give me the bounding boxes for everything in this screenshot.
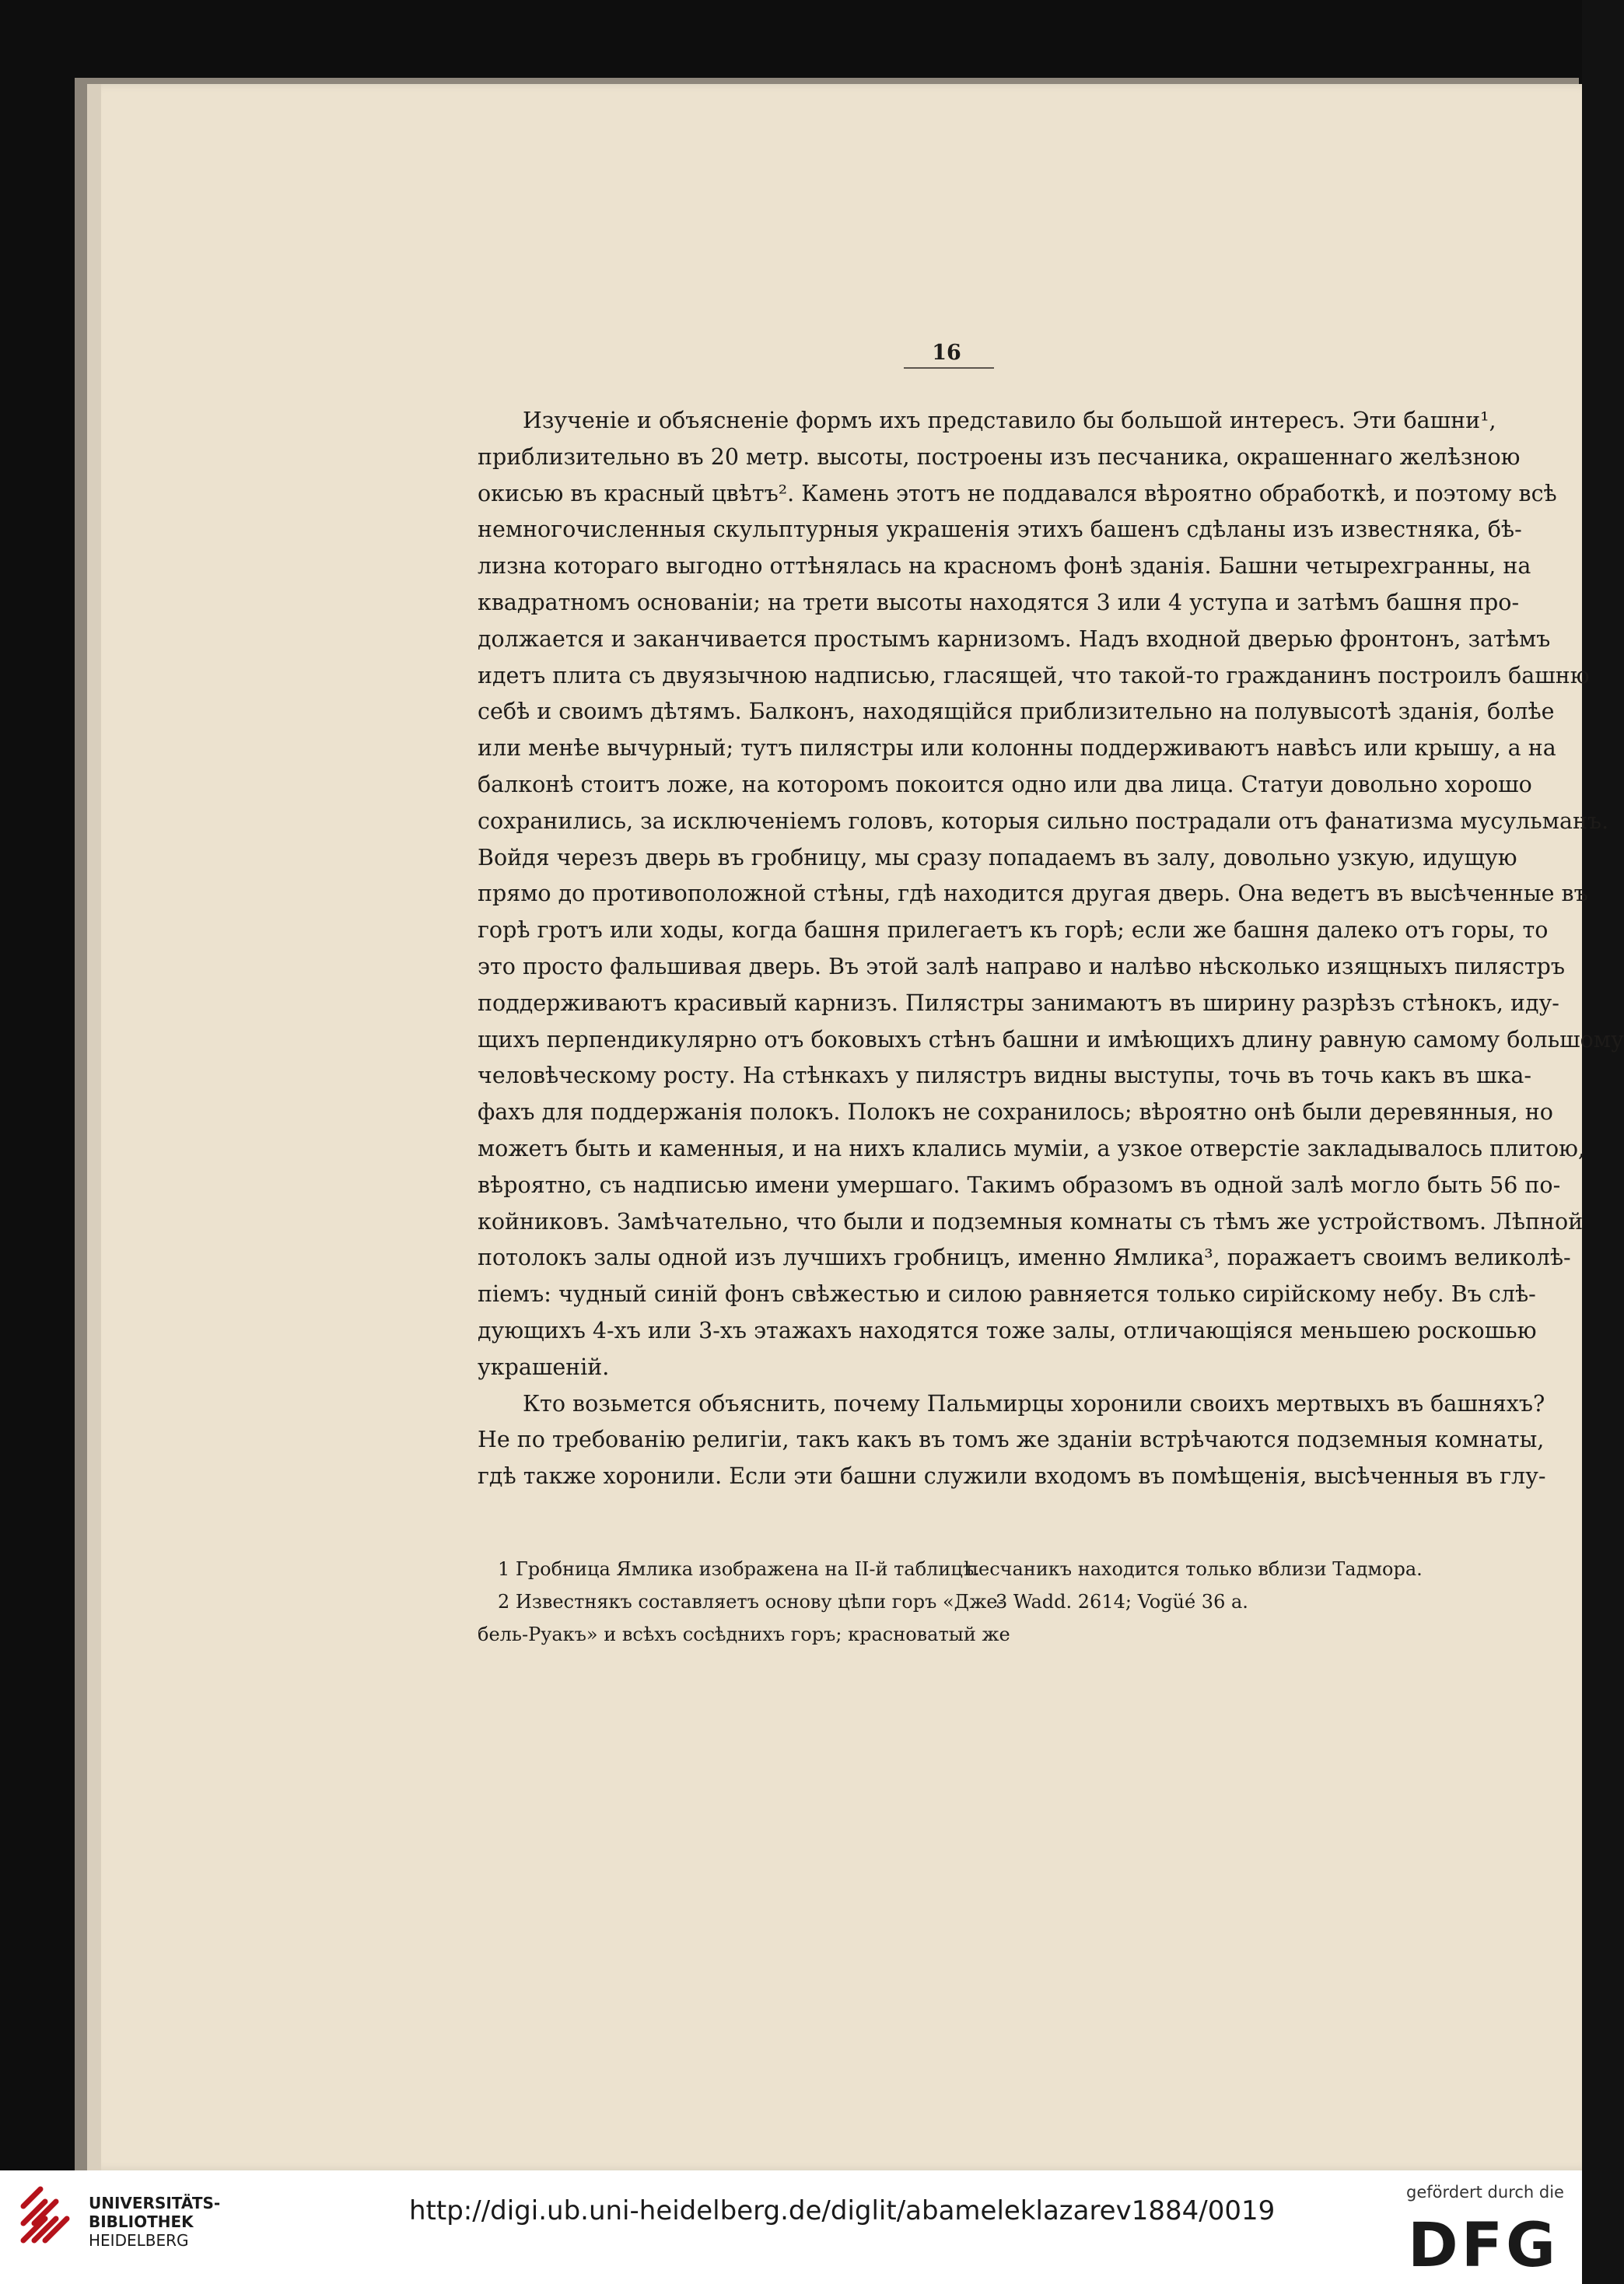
text-line: немногочисленныя скульптурныя украшенія этихъ башенъ сдѣланы изъ известняка, бѣ- [478, 517, 1522, 543]
text-line: сохранились, за исключеніемъ головъ, которыя сильно пострадали отъ фанатизма мусульманъ. [478, 807, 1609, 834]
text-line: можетъ быть и каменныя, и на нихъ клались муміи, а узкое отверстіе закладывалось плитою, [478, 1135, 1585, 1161]
library-name [89, 2194, 220, 2250]
text-line: украшеній. [478, 1354, 610, 1380]
text-line: щихъ перпендикулярно отъ боковыхъ стѣнъ башни и имѣющихъ длину равную самому большому [478, 1026, 1624, 1053]
text-line: лизна котораго выгодно оттѣнялась на красномъ фонѣ зданія. Башни четырехгранны, на [478, 553, 1531, 580]
text-line: Кто возьмется объяснить, почему Пальмирцы хоронили своихъ мертвыхъ въ башняхъ? [523, 1390, 1545, 1417]
digitization-footer [0, 2170, 1582, 2284]
text-line: балконѣ стоитъ ложе, на которомъ покоится одно или два лица. Статуи довольно хорошо [478, 771, 1532, 797]
footnotes-left-column [478, 1553, 1010, 1651]
page-number: 16 [932, 341, 961, 365]
page-number-rule [904, 367, 994, 369]
text-line: дующихъ 4-хъ или 3-хъ этажахъ находятся тоже залы, отличающіяся меньшею роскошью [478, 1317, 1537, 1343]
text-line: Войдя черезъ дверь въ гробницу, мы сразу попадаемъ въ залу, довольно узкую, идущую [478, 844, 1517, 871]
dfg-logo: DFG [1408, 2211, 1559, 2281]
text-line: поддерживаютъ красивый карнизъ. Пилястры занимаютъ въ ширину разрѣзъ стѣнокъ, иду- [478, 990, 1559, 1016]
text-line: человѣческому росту. На стѣнкахъ у пилястръ видны выступы, точь въ точь какъ въ шка- [478, 1063, 1532, 1089]
footnotes-right-column [966, 1553, 1433, 1618]
library-name-line-1: UNIVERSITÄTS- [89, 2194, 221, 2212]
text-line: вѣроятно, съ надписью имени умершаго. Такимъ образомъ въ одной залѣ могло быть 56 по- [478, 1172, 1561, 1198]
library-name-line-3: HEIDELBERG [89, 2231, 189, 2250]
permalink-url[interactable]: http://digi.ub.uni-heidelberg.de/diglit/abameleklazarev1884/0019 [409, 2195, 1276, 2226]
text-line: горѣ гротъ или ходы, когда башня прилегаетъ къ горѣ; если же башня далеко отъ горы, то [478, 917, 1549, 944]
paragraph-1 [478, 403, 1624, 1386]
text-line: или менѣе вычурный; тутъ пилястры или колонны поддерживаютъ навѣсъ или крышу, а на [478, 735, 1556, 762]
text-line: идетъ плита съ двуязычною надписью, гласящей, что такой-то гражданинъ построилъ башню [478, 662, 1590, 688]
text-line: 2 Известнякъ составляетъ основу цѣпи горъ «Дже- [498, 1591, 1004, 1613]
university-library-logo-icon [17, 2184, 78, 2247]
library-name-line-2: BIBLIOTHEK [89, 2212, 194, 2231]
text-line: Изученіе и объясненіе формъ ихъ представило бы большой интересъ. Эти башни¹, [523, 408, 1496, 433]
text-line: гдѣ также хоронили. Если эти башни служили входомъ въ помѣщенія, высѣченныя въ глу- [478, 1463, 1546, 1490]
body-text [478, 403, 1624, 1495]
text-line: песчаникъ находится только вблизи Тадмора. [966, 1558, 1423, 1580]
text-line: окисью въ красный цвѣтъ². Камень этотъ не поддавался вѣроятно обработкѣ, и поэтому всѣ [478, 480, 1557, 506]
paragraph-2 [478, 1386, 1546, 1495]
text-line: квадратномъ основаніи; на трети высоты находятся 3 или 4 уступа и затѣмъ башня про- [478, 589, 1520, 615]
text-line: фахъ для поддержанія полокъ. Полокъ не сохранилось; вѣроятно онѣ были деревянныя, но [478, 1099, 1553, 1126]
text-line: 3 Wadd. 2614; Vogüé 36 a. [996, 1591, 1248, 1613]
text-line: приблизительно въ 20 метр. высоты, построены изъ песчаника, окрашеннаго желѣзною [478, 443, 1521, 470]
text-line: Не по требованію религіи, такъ какъ въ томъ же зданіи встрѣчаются подземныя комнаты, [478, 1427, 1545, 1453]
page-edge [87, 84, 101, 2170]
text-line: себѣ и своимъ дѣтямъ. Балконъ, находящійся приблизительно на полувысотѣ зданія, болѣе [478, 699, 1555, 725]
text-line: бель-Руакъ» и всѣхъ сосѣднихъ горъ; красноватый же [478, 1624, 1010, 1645]
text-line: піемъ: чудный синій фонъ свѣжестью и силою равняется только сирійскому небу. Въ слѣ- [478, 1281, 1536, 1308]
text-line: прямо до противоположной стѣны, гдѣ находится другая дверь. Она ведетъ въ высѣченные въ [478, 881, 1588, 907]
text-line: койниковъ. Замѣчательно, что были и подземныя комнаты съ тѣмъ же устройствомъ. Лѣпной [478, 1208, 1584, 1235]
text-line: должается и заканчивается простымъ карнизомъ. Надъ входной дверью фронтонъ, затѣмъ [478, 625, 1551, 652]
text-line: это просто фальшивая дверь. Въ этой залѣ направо и налѣво нѣсколько изящныхъ пилястръ [478, 953, 1566, 979]
funding-note: gefördert durch die [1406, 2183, 1564, 2202]
text-line: 1 Гробница Ямлика изображена на II-й таблицѣ. [498, 1558, 980, 1580]
text-line: потолокъ залы одной изъ лучшихъ гробницъ, именно Ямлика³, поражаетъ своимъ великолѣ- [478, 1245, 1571, 1271]
